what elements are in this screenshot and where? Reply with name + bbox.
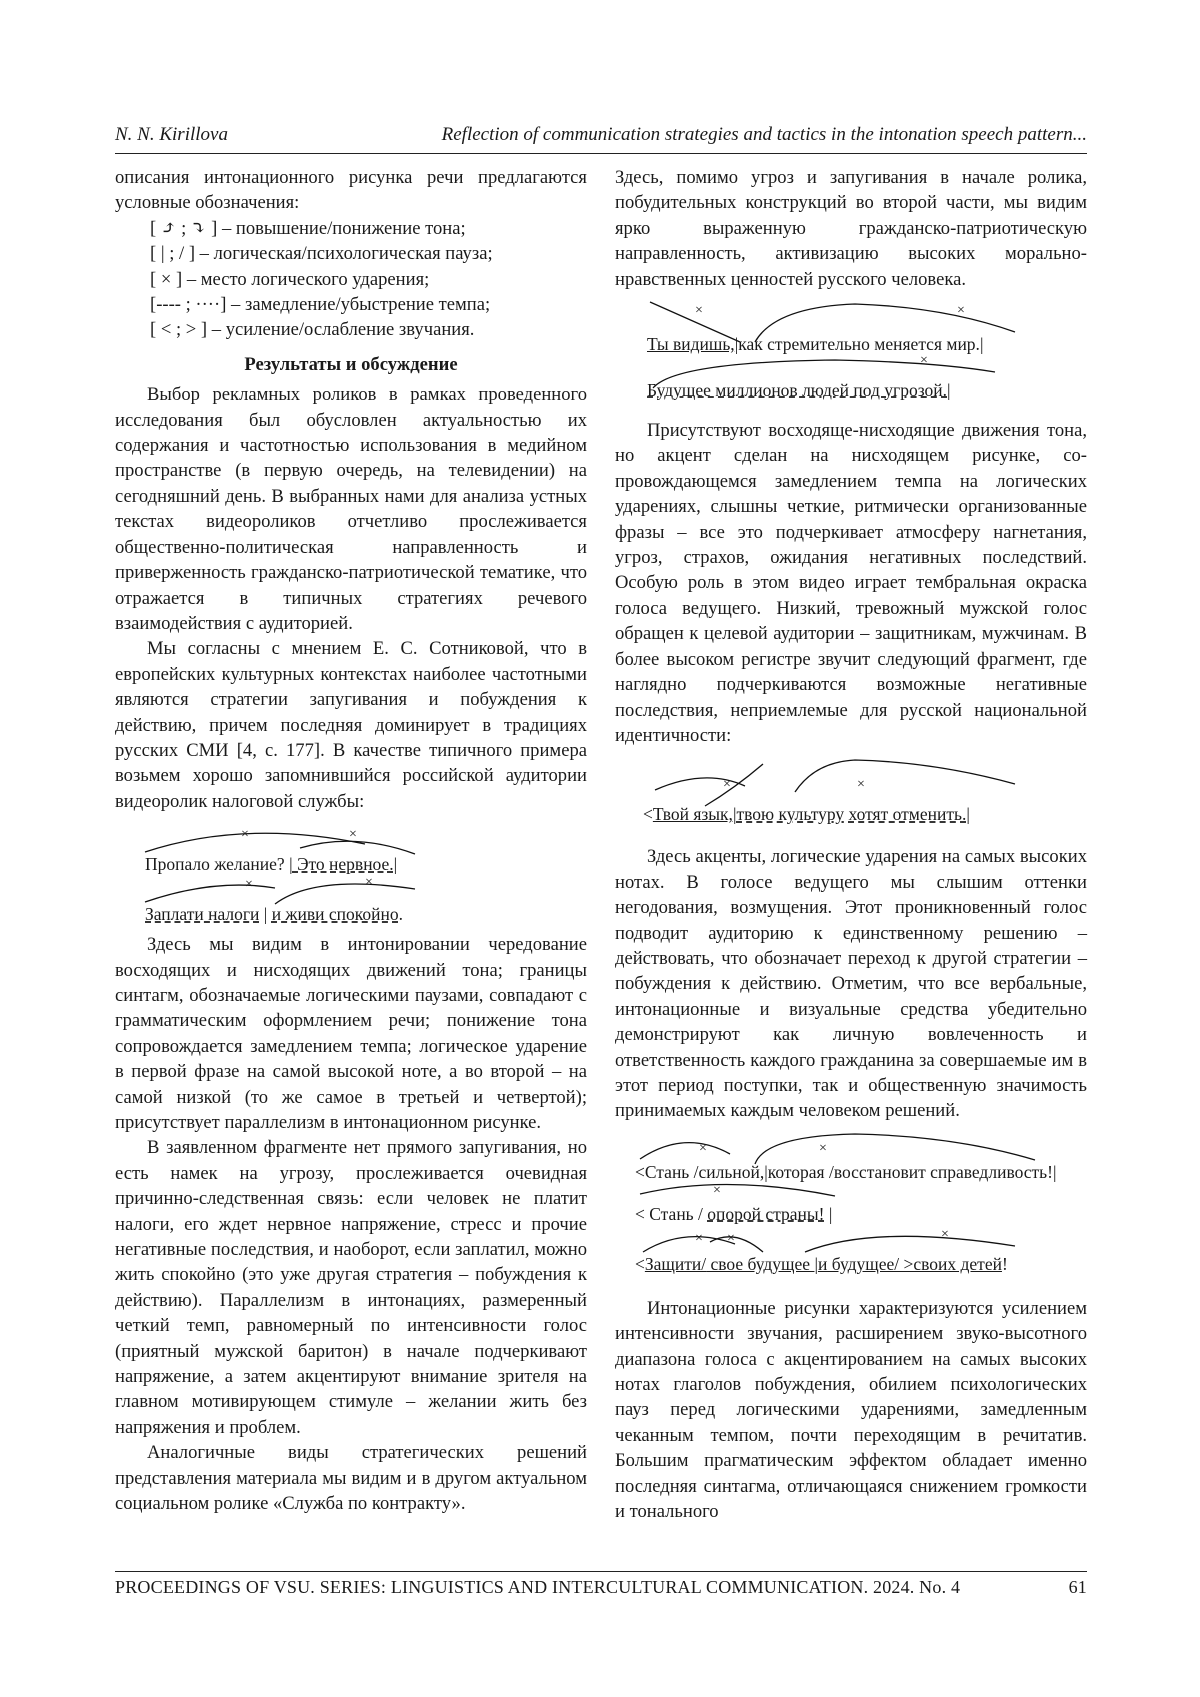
- intonation-contours: [615, 748, 1087, 838]
- paragraph: Выбор рекламных роликов в рамках проведенно­го исследования был обусловлен актуальностью их содержания и частотностью использования в медий­ном пространстве (в первую очередь, на телевидении) на сегодняшний день. В выбранных нами для анали­за устных текстах видеороликов отчетливо просле­живается общественно-политическая направленность и приверженность гражданско-патриотической тема­тике, что отражается в типичных стратегиях речево­го взаимодействия с аудиторией.: [115, 382, 587, 636]
- legend-item-pause: [ | ; / ] – логическая/психологическая пауза;: [115, 241, 587, 266]
- stress-mark: ×: [241, 828, 249, 842]
- notation-legend: [115, 216, 587, 343]
- footer-journal: PROCEEDINGS OF VSU. SERIES: LINGUISTICS AND INTERCULTURAL COMMUNICATION. 2024. No. 4: [115, 1577, 960, 1597]
- header-divider: [115, 153, 1087, 154]
- left-column: [115, 165, 587, 1517]
- section-title: Результаты и обсуждение: [115, 352, 587, 377]
- fall-arc: [300, 841, 415, 854]
- header-title: Reflection of communication strategies and tactics in the intonation speech pattern...: [442, 124, 1087, 146]
- stress-mark: ×: [349, 828, 357, 842]
- legend-item-loudness: [ < ; > ] – усиление/ослабление звучания.: [115, 317, 587, 342]
- rise-arc: [145, 885, 275, 902]
- header-author: N. N. Kirillova: [115, 124, 228, 146]
- rise-fall-arc: [755, 1134, 1035, 1164]
- example-line: Пропало желание? | Это нервное.|: [145, 854, 397, 874]
- example-line: < Стань / опорой страны! |: [635, 1204, 832, 1224]
- paragraph: Здесь, помимо угроз и запугивания в начале ролика, побудительных конструкций во второй части, мы видим ярко выраженную гражданско-патриотическую направленность, активизацию высоких мораль­но-нравственных ценностей русского человека.: [615, 165, 1087, 292]
- stress-mark: ×: [699, 1142, 707, 1156]
- paragraph: Здесь акценты, логические ударения на самых высоких нотах. В голосе ведущего мы слышим от­тенки негодования, возмущения. Этот проникновен­ный голос подводит аудиторию к единственному решению – действовать, что обозначает переход к другой стратегии – побуждения к действию. Отметим, что все вербальные, интонационные и визуальные средства убедительно демонстрируют как личную вовлеченность и ответственность каждого граждани­на за совершаемые им в этот период поступки, так и общественную значимость принимаемых каждым человеком решений.: [615, 844, 1087, 1123]
- stress-mark: ×: [723, 778, 731, 792]
- example-line: <Стань /сильной,|которая /восстановит справедливость!|: [635, 1162, 1057, 1182]
- paragraph: Интонационные рисунки характеризуются уси­лением интенсивности звучания, расширением зву­ко-высотного диапазона голоса с акцентированием на самых высоких нотах глаголов побуждения, оби­лием психологических пауз перед логическими уда­рениями, замедленным чеканным темпом, почти переходящим в речитатив. Большим прагматическим эффектом обладает именно последняя синтагма, от­личающаяся снижением громкости и тонального: [615, 1296, 1087, 1525]
- stress-mark: ×: [920, 354, 928, 368]
- stress-mark: ×: [957, 304, 965, 318]
- rise-arc: [705, 764, 763, 806]
- example-line: Заплати налоги | и живи спокойно.: [145, 904, 403, 924]
- stress-mark: ×: [713, 1184, 721, 1198]
- paragraph: В заявленном фрагменте нет прямого запугива­ния, но есть намек на угрозу, прослеживается очевид­ная причинно-следственная связь: если человек не платит налоги, его ждет нервное напряжение, стресс и прочие негативные последствия, и наоборот, если заплатил, можно жить спокойно (это уже другая стра­тегия – побуждения к действию). Параллелизм в интонациях, размеренный четкий темп, равномерный по интенсивности голос (приятный мужской баритон) в начале подчеркивают напряжение, а затем акценти­руют внимание зрителя на главном мотивирующем стимуле – желании жить без напряжения и проблем.: [115, 1135, 587, 1440]
- rise-fall-arc: [640, 1142, 730, 1158]
- stress-mark: ×: [819, 1142, 827, 1156]
- intonation-example-1: [115, 814, 587, 932]
- example-line: Будущее миллионов людей под угрозой.|: [647, 380, 951, 400]
- paragraph: Присутствуют восходяще-нисходящие движения тона, но акцент сделан на нисходящем рисунке, со­провождающемся замедлением темпа на логических ударениях, слышны четкие, ритмически организован­ные фразы – все это подчеркивает атмосферу нагне­тания, угроз, страхов, ожидания негативных послед­ствий. Особую роль в этом видео играет тембральная окраска голоса ведущего. Низкий, тревожный муж­ской голос обращен к целевой аудитории – защитни­кам, мужчинам. В более высоком регистре звучит следующий фрагмент, где наглядно подчеркиваются возможные негативные последствия, неприемлемые для русской национальной идентичности:: [615, 418, 1087, 748]
- paragraph: Мы согласны с мнением Е. С. Сотниковой, что в европейских культурных контекстах наиболее частот­ными являются стратегии запугивания и побуждения к действию, причем последняя доминирует в тради­циях русских СМИ [4, с. 177]. В качестве типичного примера возьмем хорошо запомнившийся российской аудитории видеоролик налоговой службы:: [115, 636, 587, 814]
- stress-mark: ×: [695, 1232, 703, 1246]
- legend-item-tempo: [---- ; ····] – замедление/убыстрение темпа;: [115, 292, 587, 317]
- stress-mark: ×: [365, 876, 373, 890]
- fall-arc: [275, 884, 415, 904]
- stress-mark: ×: [857, 778, 865, 792]
- footer-divider: [115, 1571, 1087, 1572]
- fall-arc: [710, 1237, 763, 1252]
- right-column: [615, 165, 1087, 1524]
- page-number: 61: [1069, 1577, 1087, 1598]
- example-line: <Защити/ свое будущее |и будущее/ >своих детей!: [635, 1254, 1008, 1274]
- rise-fall-arc: [795, 760, 1015, 792]
- paragraph-intro: описания интонационного рисунка речи предлагают­ся условные обозначения:: [115, 165, 587, 216]
- running-header: [115, 124, 1087, 154]
- rise-fall-arc: [805, 1236, 1015, 1252]
- fall-arc: [640, 1184, 835, 1196]
- stress-mark: ×: [941, 1228, 949, 1242]
- rise-arc: [643, 1236, 735, 1251]
- running-footer: [115, 1577, 1087, 1598]
- example-line: Ты видишь,|как стремительно меняется мир.|: [647, 334, 983, 354]
- stress-mark: ×: [695, 304, 703, 318]
- paragraph: Здесь мы видим в интонировании чередование восходящих и нисходящих движений тона; границы синтагм, обозначаемые логическими паузами, совпа­дают с грамматическим оформлением речи; пониже­ние тона сопровождается замедлением темпа; логи­ческое ударение в первой фразе на самой высокой ноте, а во второй – на самой низкой (то же самое в третьей и четвертой); присутствует параллелизм в интонационном рисунке.: [115, 932, 587, 1135]
- paragraph: Аналогичные виды стратегических решений представления материала мы видим и в другом акту­альном социальном ролике «Служба по контракту».: [115, 1440, 587, 1516]
- stress-mark: ×: [727, 1232, 735, 1246]
- legend-item-stress: [ × ] – место логического ударения;: [115, 267, 587, 292]
- intonation-example-2: [615, 292, 1087, 412]
- example-line: <Твой язык,|твою культуру хотят отменить.|: [643, 804, 970, 824]
- rise-fall-arc: [145, 833, 365, 852]
- stress-mark: ×: [245, 878, 253, 892]
- intonation-example-3: [615, 748, 1087, 838]
- legend-item-tone: [ ⤴ ; ⤵ ] – повышение/понижение тона;: [115, 216, 587, 241]
- intonation-example-4: [615, 1124, 1087, 1292]
